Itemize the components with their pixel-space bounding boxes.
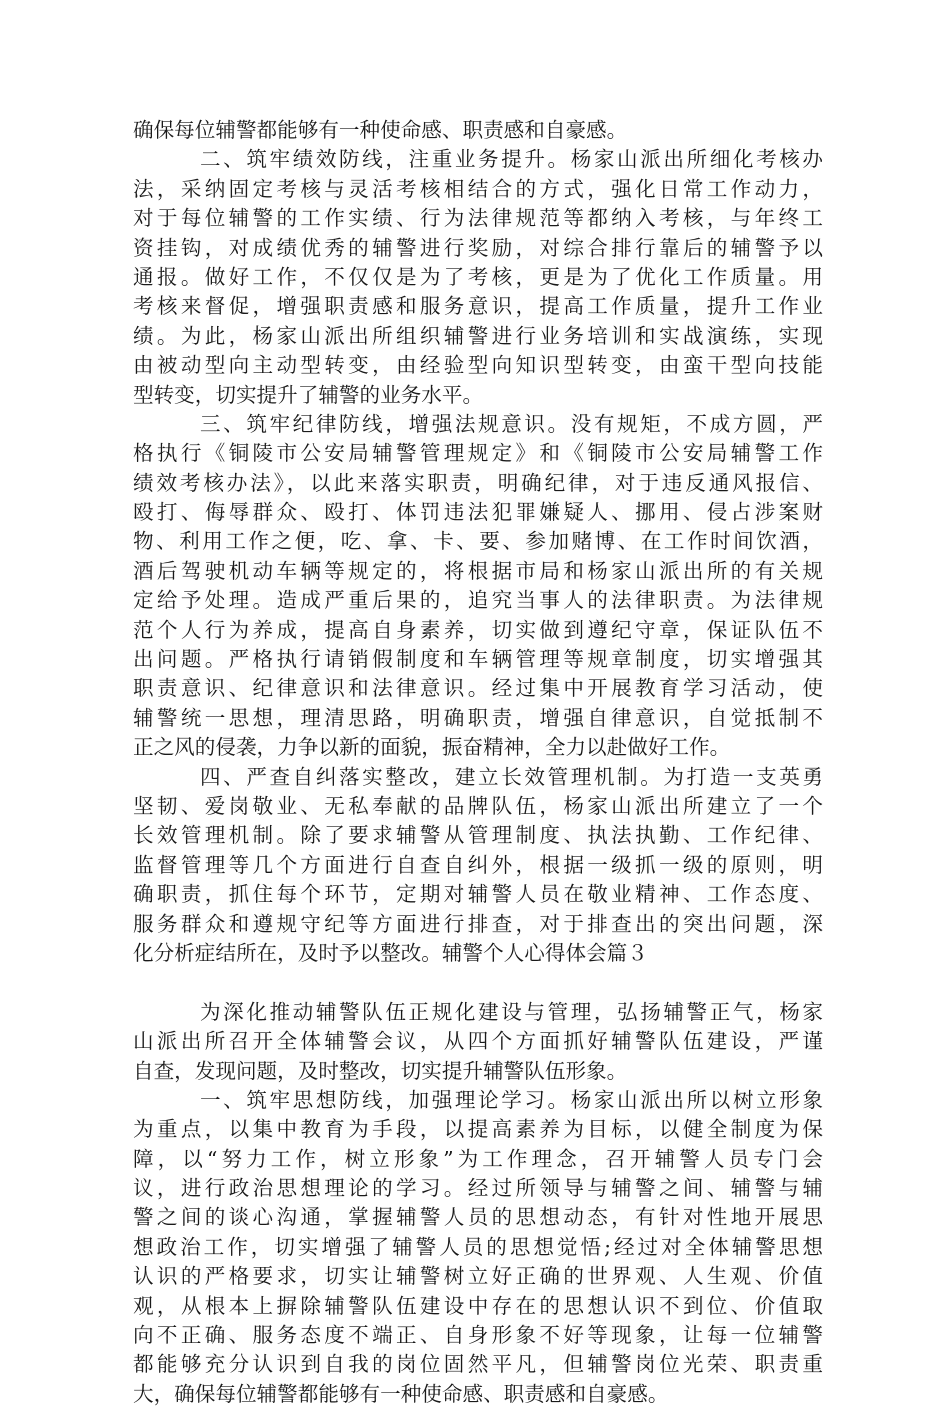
text-line: 为重点，以集中教育为手段，以提高素养为目标，以健全制度为保 [133,1117,823,1142]
text-line: 想政治工作，切实增强了辅警人员的思想觉悟;经过对全体辅警思想 [133,1234,823,1259]
document-body [133,116,823,1409]
text-line: 对于每位辅警的工作实绩、行为法律规范等都纳入考核，与年终工 [133,206,823,231]
text-line: 资挂钩，对成绩优秀的辅警进行奖励，对综合排行靠后的辅警予以 [133,235,823,260]
text-line: 向不正确、服务态度不端正、自身形象不好等现象，让每一位辅警 [133,1323,823,1348]
paragraph-first-line: 四、严查自纠落实整改，建立长效管理机制。为打造一支英勇 [200,764,823,789]
text-line: 定给予处理。造成严重后果的，追究当事人的法律职责。为法律规 [133,588,823,613]
text-line: 自查，发现问题，及时整改，切实提升辅警队伍形象。 [133,1058,628,1083]
text-line: 山派出所召开全体辅警会议，从四个方面抓好辅警队伍建设，严谨 [133,1029,823,1054]
text-line: 绩效考核办法》，以此来落实职责，明确纪律，对于违反通风报信、 [133,470,823,495]
text-line: 大，确保每位辅警都能够有一种使命感、职责感和自豪感。 [133,1381,669,1406]
text-line: 酒后驾驶机动车辆等规定的，将根据市局和杨家山派出所的有关规 [133,558,823,583]
text-line: 型转变，切实提升了辅警的业务水平。 [133,382,484,407]
text-line: 职责意识、纪律意识和法律意识。经过集中开展教育学习活动，使 [133,676,823,701]
paragraph-first-line: 一、筑牢思想防线，加强理论学习。杨家山派出所以树立形象 [200,1087,823,1112]
text-line: 议，进行政治思想理论的学习。经过所领导与辅警之间、辅警与辅 [133,1176,823,1201]
text-line: 障，以“努力工作，树立形象”为工作理念，召开辅警人员专门会 [133,1146,823,1171]
paragraph-first-line: 三、筑牢纪律防线，增强法规意识。没有规矩，不成方圆，严 [200,411,823,436]
text-line: 辅警统一思想，理清思路，明确职责，增强自律意识，自觉抵制不 [133,705,823,730]
text-line: 殴打、侮辱群众、殴打、体罚违法犯罪嫌疑人、挪用、侵占涉案财 [133,500,823,525]
text-line: 范个人行为养成，提高自身素养，切实做到遵纪守章，保证队伍不 [133,617,823,642]
text-line: 法，采纳固定考核与灵活考核相结合的方式，强化日常工作动力， [133,176,823,201]
text-line: 出问题。严格执行请销假制度和车辆管理等规章制度，切实增强其 [133,647,823,672]
text-line: 坚韧、爱岗敬业、无私奉献的品牌队伍，杨家山派出所建立了一个 [133,793,823,818]
text-line: 观，从根本上摒除辅警队伍建设中存在的思想认识不到位、价值取 [133,1293,823,1318]
text-line: 绩。为此，杨家山派出所组织辅警进行业务培训和实战演练，实现 [133,323,823,348]
text-line: 由被动型向主动型转变，由经验型向知识型转变，由蛮干型向技能 [133,353,823,378]
text-line: 都能够充分认识到自我的岗位固然平凡，但辅警岗位光荣、职责重 [133,1352,823,1377]
text-line: 正之风的侵袭，力争以新的面貌，振奋精神，全力以赴做好工作。 [133,735,731,760]
text-line: 物、利用工作之便，吃、拿、卡、要、参加赌博、在工作时间饮酒， [133,529,823,554]
text-line: 认识的严格要求，切实让辅警树立好正确的世界观、人生观、价值 [133,1264,823,1289]
text-line: 格执行《铜陵市公安局辅警管理规定》和《铜陵市公安局辅警工作 [133,441,823,466]
text-line: 长效管理机制。除了要求辅警从管理制度、执法执勤、工作纪律、 [133,823,823,848]
text-line: 服务群众和遵规守纪等方面进行排查，对于排查出的突出问题，深 [133,911,823,936]
paragraph-first-line: 为深化推动辅警队伍正规化建设与管理，弘扬辅警正气，杨家 [200,999,823,1024]
text-line: 确职责，抓住每个环节，定期对辅警人员在敬业精神、工作态度、 [133,882,823,907]
text-line: 考核来督促，增强职责感和服务意识，提高工作质量，提升工作业 [133,294,823,319]
text-line: 警之间的谈心沟通，掌握辅警人员的思想动态，有针对性地开展思 [133,1205,823,1230]
text-line: 通报。做好工作，不仅仅是为了考核，更是为了优化工作质量。用 [133,264,823,289]
paragraph-first-line: 二、筑牢绩效防线，注重业务提升。杨家山派出所细化考核办 [200,147,823,172]
text-line: 化分析症结所在，及时予以整改。辅警个人心得体会篇３ [133,940,648,965]
text-line: 确保每位辅警都能够有一种使命感、职责感和自豪感。 [133,118,628,142]
paragraph-gap [133,968,823,997]
text-line: 监督管理等几个方面进行自查自纠外，根据一级抓一级的原则，明 [133,852,823,877]
